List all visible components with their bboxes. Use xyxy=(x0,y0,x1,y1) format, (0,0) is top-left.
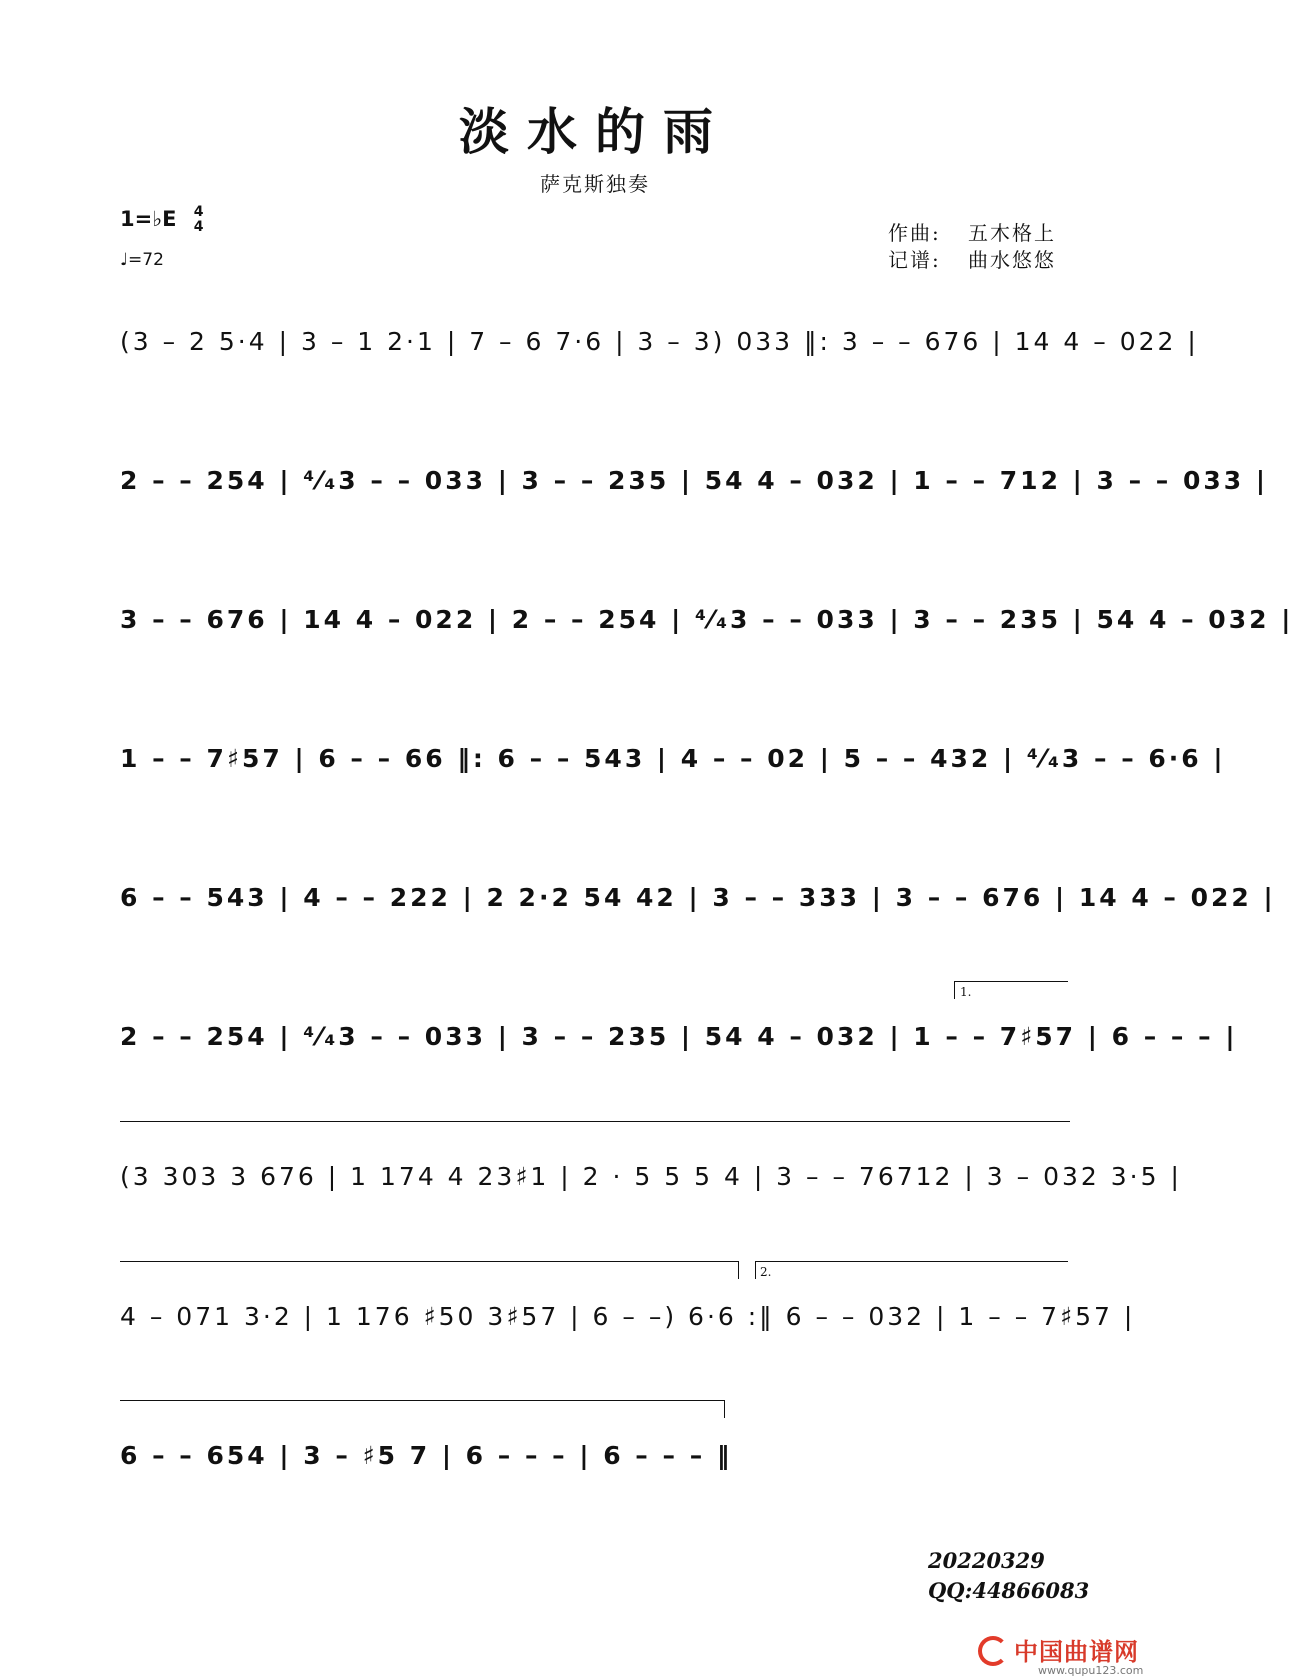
volta-2-bracket xyxy=(755,1261,1068,1262)
page-title: 淡水的雨 xyxy=(459,102,731,161)
watermark-logo-icon xyxy=(978,1636,1008,1666)
volta-1-bracket xyxy=(954,981,1068,982)
watermark-url: www.qupu123.com xyxy=(1038,1664,1144,1677)
volta-1-extension-2 xyxy=(120,1261,738,1262)
score-line-4 xyxy=(120,731,1226,787)
volta-1-end-tick xyxy=(738,1261,739,1279)
key-signature xyxy=(120,205,204,235)
page-subtitle: 萨克斯独奏 xyxy=(540,172,650,196)
tempo-marking: ♩=72 xyxy=(120,250,164,270)
score-line-text: 2 – – 254 | ⁴⁄₄3 – – 033 | 3 – – 235 | 54 4 – 032 | 1 – – 7♯57 | 6 – – – | xyxy=(120,1022,1238,1051)
volta-2-extension xyxy=(120,1400,724,1401)
volta-2-end-tick xyxy=(724,1400,725,1418)
score-line-text: 4 – 071 3·2 | 1 176 ♯50 3♯57 | 6 – –) 6·6 :‖ 6 – – 032 | 1 – – 7♯57 | xyxy=(120,1302,1136,1331)
score-line-6 xyxy=(120,1009,1238,1065)
time-signature-top: 4 xyxy=(193,204,204,220)
footer-date-block xyxy=(928,1546,1089,1606)
score-line-3 xyxy=(120,592,1293,648)
score-line-text: 1 – – 7♯57 | 6 – – 66 ‖: 6 – – 543 | 4 – – 02 | 5 – – 432 | ⁴⁄₄3 – – 6·6 | xyxy=(120,744,1226,773)
score-line-text: 3 – – 676 | 14 4 – 022 | 2 – – 254 | ⁴⁄₄3 – – 033 | 3 – – 235 | 54 4 – 032 | xyxy=(120,605,1293,634)
score-line-1 xyxy=(120,314,1199,370)
volta-1-extension xyxy=(120,1121,1070,1122)
transcriber-name: 曲水悠悠 xyxy=(968,248,1056,272)
transcriber-row xyxy=(888,247,1056,274)
time-signature-bottom: 4 xyxy=(193,219,204,235)
volta-2-number: 2. xyxy=(760,1265,772,1279)
time-signature xyxy=(194,205,204,235)
score-line-text: 2 – – 254 | ⁴⁄₄3 – – 033 | 3 – – 235 | 54 4 – 032 | 1 – – 712 | 3 – – 033 | xyxy=(120,466,1269,495)
score-line-text: (3 – 2 5·4 | 3 – 1 2·1 | 7 – 6 7·6 | 3 – 3) 033 ‖: 3 – – 676 | 14 4 – 022 | xyxy=(120,327,1199,356)
score-line-5 xyxy=(120,870,1276,926)
score-line-2 xyxy=(120,453,1269,509)
composer-label: 作曲: xyxy=(888,221,941,245)
score-line-7 xyxy=(120,1149,1182,1205)
volta-1-tick xyxy=(954,981,955,999)
watermark-name: 中国曲谱网 xyxy=(1014,1638,1139,1666)
transcriber-label: 记谱: xyxy=(888,248,941,272)
key-text: 1=♭E xyxy=(120,207,177,231)
score-line-text: 6 – – 654 | 3 – ♯5 7 | 6 – – – | 6 – – – ‖ xyxy=(120,1441,733,1470)
score-line-8 xyxy=(120,1289,1136,1345)
footer-qq: QQ:44866083 xyxy=(928,1578,1090,1603)
score-line-text: (3 303 3 676 | 1 174 4 23♯1 | 2 · 5 5 5 4 | 3 – – 76712 | 3 – 032 3·5 | xyxy=(120,1162,1182,1191)
credits xyxy=(888,220,1056,274)
score-line-text: 6 – – 543 | 4 – – 222 | 2 2·2 54 42 | 3 – – 333 | 3 – – 676 | 14 4 – 022 | xyxy=(120,883,1276,912)
volta-2-tick xyxy=(755,1261,756,1279)
score-line-9 xyxy=(120,1428,740,1484)
composer-name: 五木格上 xyxy=(968,221,1056,245)
volta-1-number: 1. xyxy=(960,985,972,999)
composer-row xyxy=(888,220,1056,247)
watermark xyxy=(978,1632,1188,1678)
footer-date: 20220329 xyxy=(928,1548,1045,1573)
